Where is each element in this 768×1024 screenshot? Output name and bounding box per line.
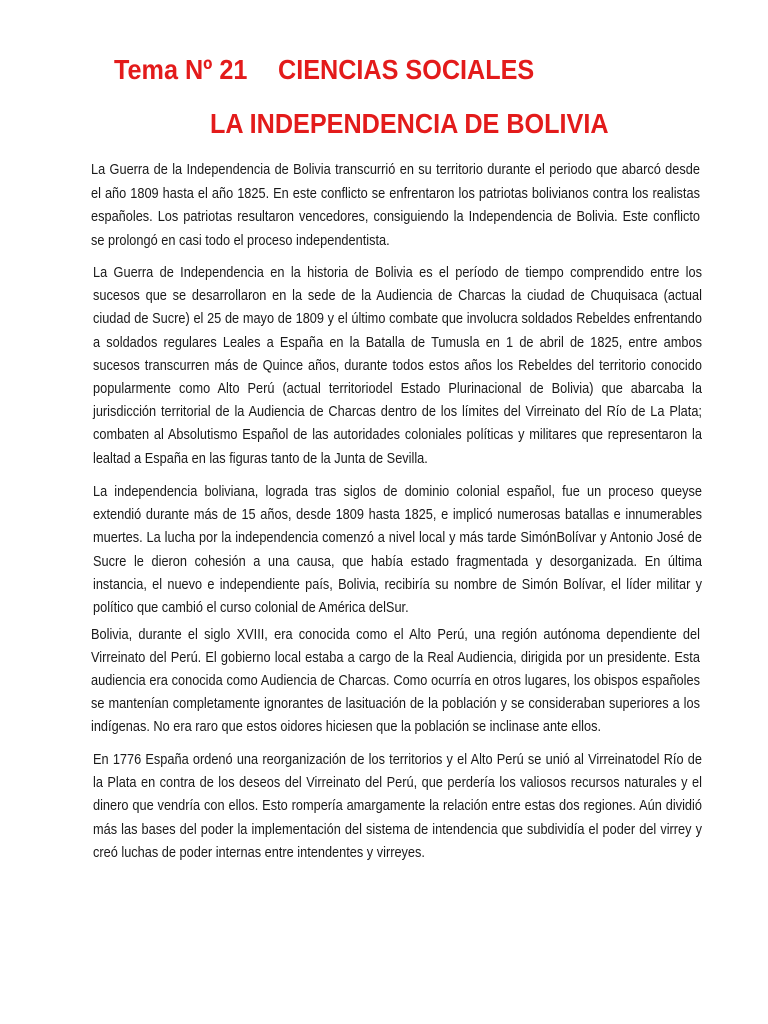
- document-title-topic: [114, 54, 534, 86]
- paragraph: La Guerra de Independencia en la historia de Bolivia es el período de tiempo comprendido entre los sucesos que se desarrollaron en la sede de la Audiencia de Charcas la ciudad de Chuquisaca (actual ciudad de Sucre) el 25 de mayo de 1809 y el último combate que involucra soldados Rebeldes enfrentando a soldados regulares Leales a España en la Batalla de Tumusla en 1 de abril de 1825, entre ambos sucesos transcurren más de Quince años, durante todos estos años los Rebeldes del territorio conocido popularmente como Alto Perú (actual territoriodel Estado Plurinacional de Bolivia) que abarcaba la jurisdicción territorial de la Audiencia de Charcas dentro de los límites del Virreinato del Río de La Plata; combaten al Absolutismo Español de las autoridades coloniales políticas y militares que representaron la lealtad a España en las figuras tanto de la Junta de Sevilla.: [93, 265, 702, 467]
- subject-name: CIENCIAS SOCIALES: [277, 54, 535, 85]
- document-title-main: LA INDEPENDENCIA DE BOLIVIA: [210, 108, 609, 139]
- topic-number: Tema Nº 21: [114, 54, 248, 85]
- paragraph: Bolivia, durante el siglo XVIII, era conocida como el Alto Perú, una región autónoma dependiente del Virreinato del Perú. El gobierno local estaba a cargo de la Real Audiencia, dirigida por un presidente. Esta audiencia era conocida como Audiencia de Charcas. Como ocurría en otros lugares, los obispos españoles se mantenían completamente ignorantes de lasituación de la población y se consideraban superiores a los indígenas. No era raro que estos oidores hiciesen que la población se inclinase ante ellos.: [91, 627, 700, 735]
- paragraph: En 1776 España ordenó una reorganización de los territorios y el Alto Perú se unió al Virreinatodel Río de la Plata en contra de los deseos del Virreinato del Perú, que perdería los valiosos recursos naturales y el dinero que vendría con ellos. Esto rompería amargamente la relación entre estas dos regiones. Aún dividió más las bases del poder la implementación del sistema de intendencia que subdividía el poder del virrey y creó luchas de poder internas entre intendentes y virreyes.: [93, 752, 702, 861]
- paragraph: La Guerra de la Independencia de Bolivia transcurrió en su territorio durante el periodo que abarcó desde el año 1809 hasta el año 1825. En este conflicto se enfrentaron los patriotas bolivianos contra los realistas españoles. Los patriotas resultaron vencedores, consiguiendo la Independencia de Bolivia. Este conflicto se prolongó en casi todo el proceso independentista.: [91, 162, 700, 249]
- paragraph: La independencia boliviana, lograda tras siglos de dominio colonial español, fue un proceso queyse extendió durante más de 15 años, desde 1809 hasta 1825, e implicó numerosas batallas e innumerables muertes. La lucha por la independencia comenzó a nivel local y más tarde SimónBolívar y Antonio José de Sucre le dieron cohesión a una causa, que había estado fragmentada y desorganizada. En última instancia, el nuevo e independiente país, Bolivia, recibiría su nombre de Simón Bolívar, el líder militar y político que cambió el curso colonial de América delSur.: [93, 484, 702, 617]
